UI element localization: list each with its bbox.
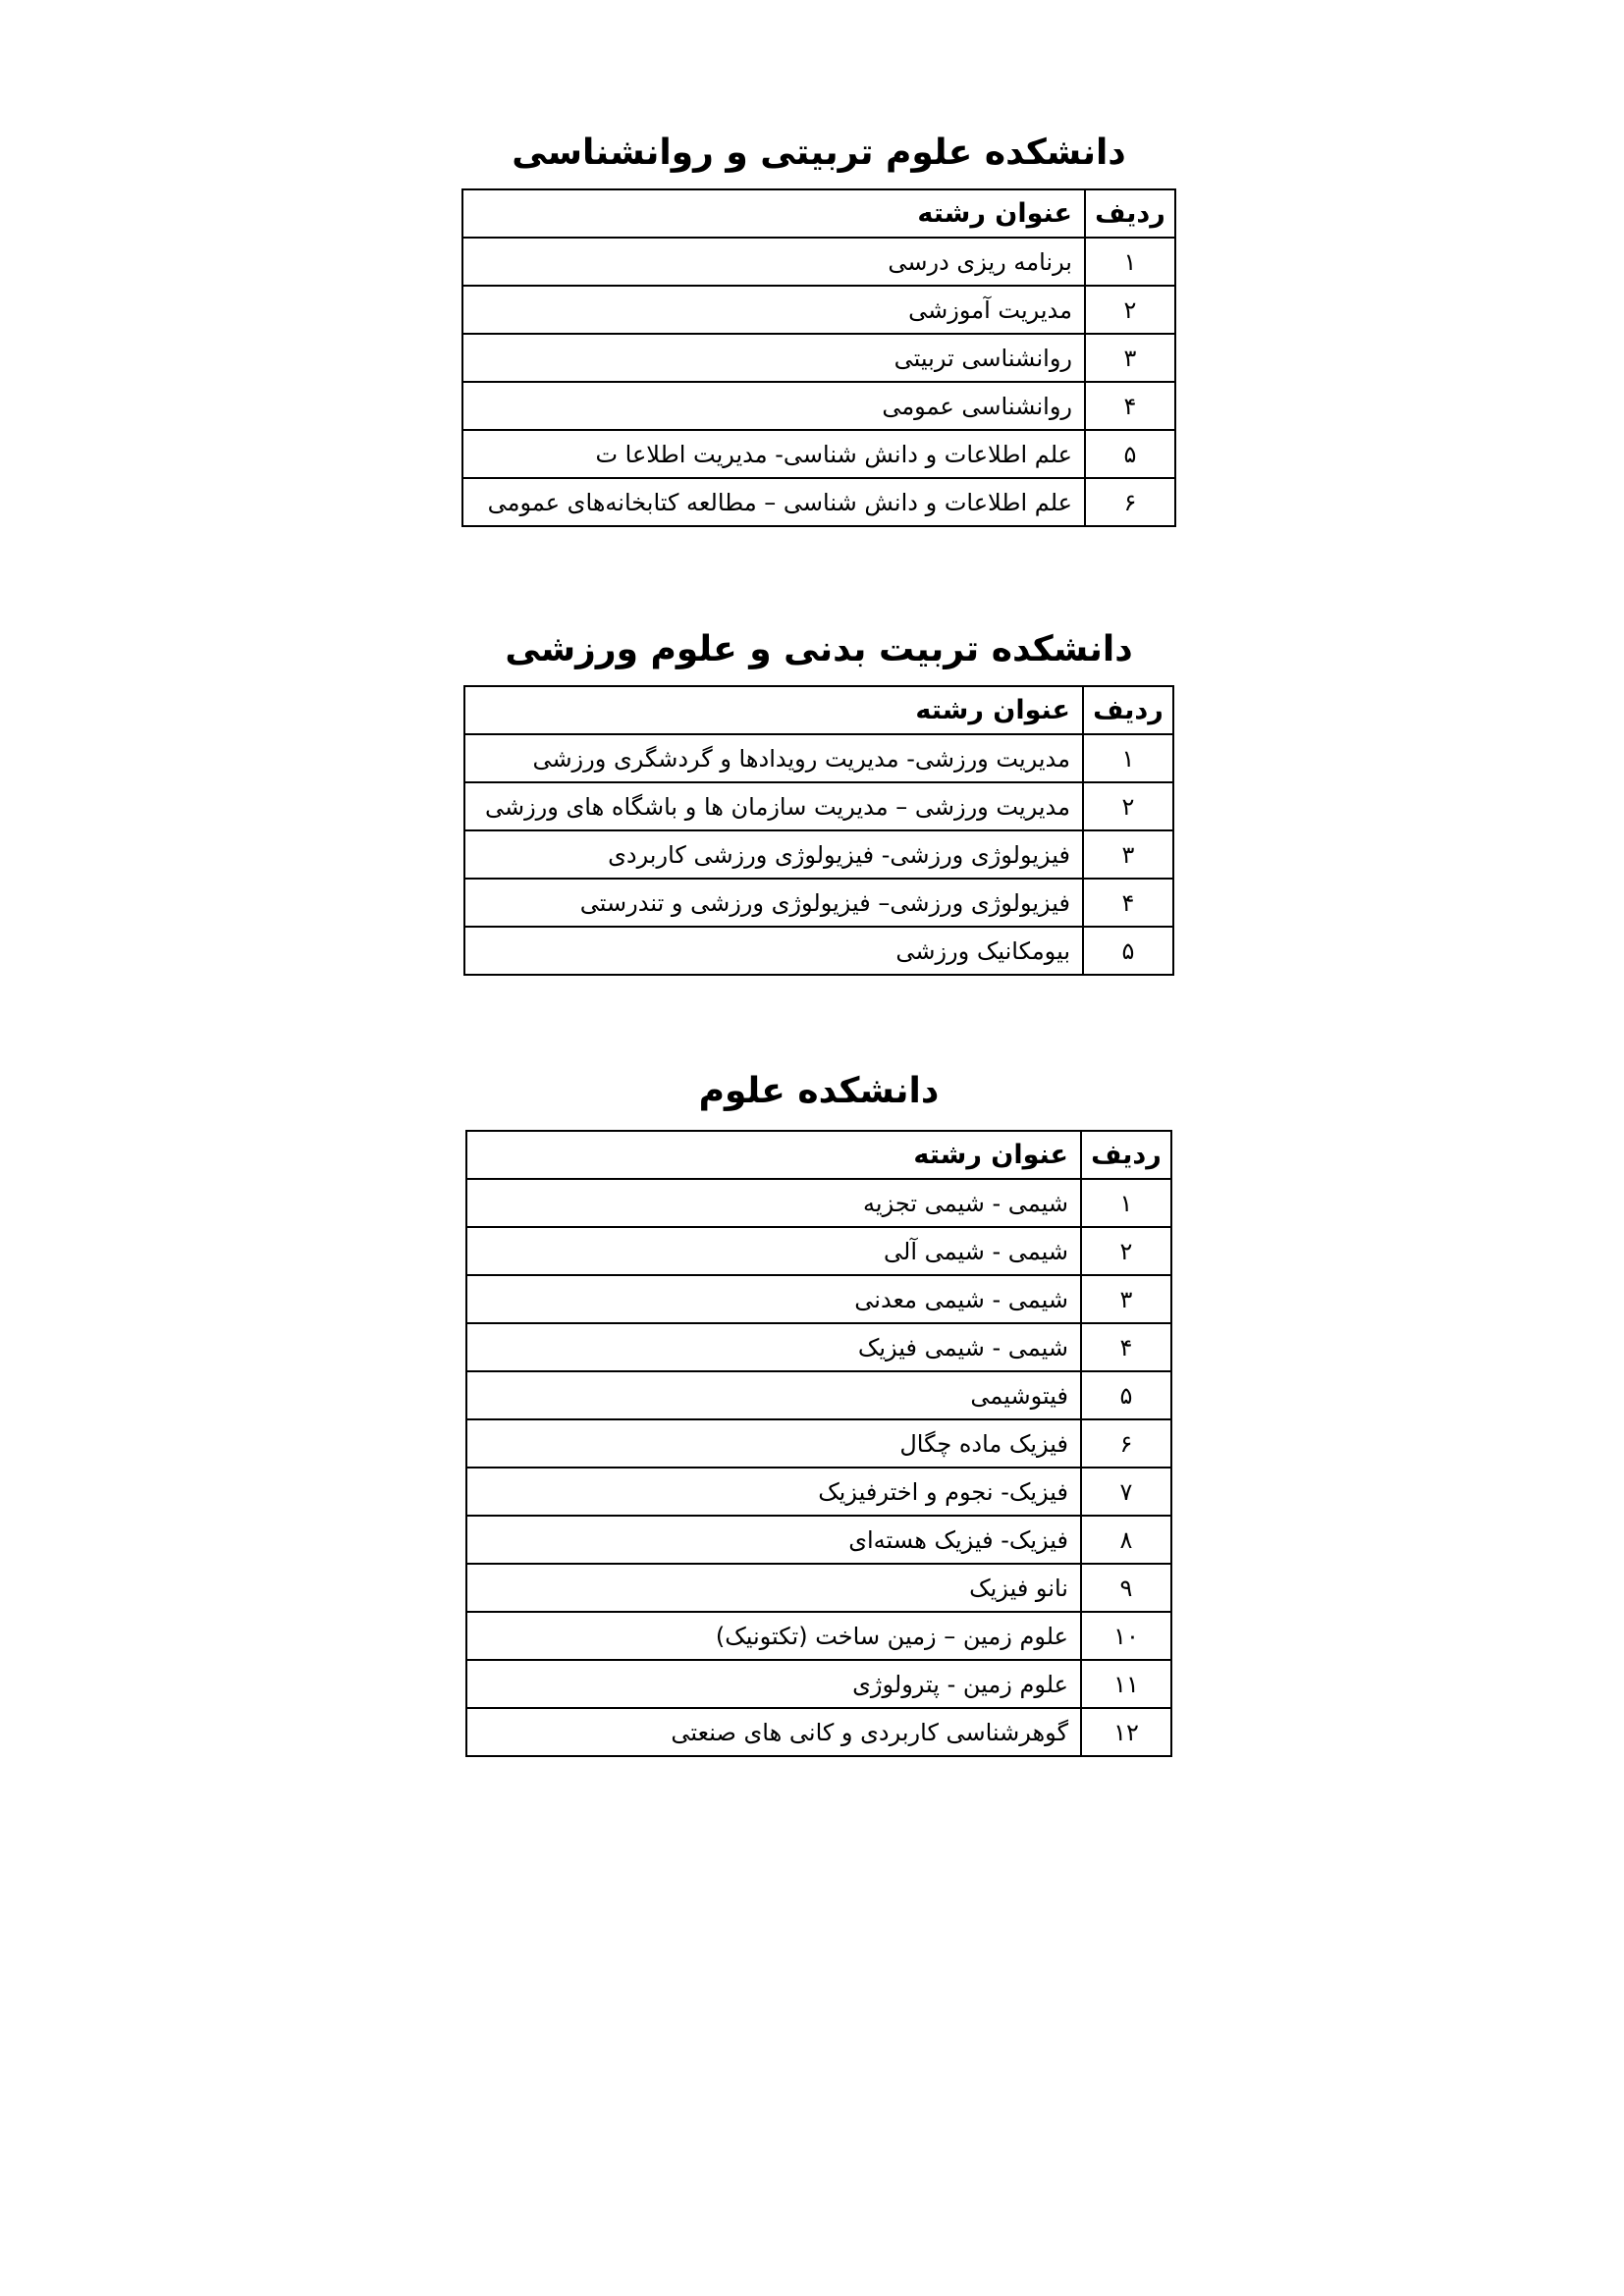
table-header-row bbox=[464, 686, 1173, 734]
table-row bbox=[466, 1179, 1171, 1227]
row-number: ۴ bbox=[1085, 382, 1175, 430]
table-row bbox=[462, 478, 1175, 526]
table-row bbox=[464, 879, 1173, 927]
table-row bbox=[466, 1371, 1171, 1419]
major-title: شیمی - شیمی تجزیه bbox=[466, 1179, 1081, 1227]
row-number: ۶ bbox=[1085, 478, 1175, 526]
row-number: ۲ bbox=[1083, 782, 1173, 830]
table-header-row bbox=[466, 1131, 1171, 1179]
majors-table-sciences bbox=[465, 1130, 1172, 1757]
row-number: ۲ bbox=[1081, 1227, 1171, 1275]
table-header-row bbox=[462, 189, 1175, 238]
major-title: علوم زمین – زمین ساخت (تکتونیک) bbox=[466, 1612, 1081, 1660]
row-number: ۱ bbox=[1083, 734, 1173, 782]
major-title: شیمی - شیمی معدنی bbox=[466, 1275, 1081, 1323]
table-row bbox=[466, 1516, 1171, 1564]
row-number: ۵ bbox=[1081, 1371, 1171, 1419]
row-number: ۱۲ bbox=[1081, 1708, 1171, 1756]
table-row bbox=[462, 430, 1175, 478]
major-title: فیزیک ماده چگال bbox=[466, 1419, 1081, 1468]
major-title: علوم زمین - پترولوژی bbox=[466, 1660, 1081, 1708]
major-title: مدیریت آموزشی bbox=[462, 286, 1085, 334]
table-row bbox=[466, 1708, 1171, 1756]
column-header-major-title: عنوان رشته bbox=[462, 189, 1085, 238]
table-row bbox=[466, 1660, 1171, 1708]
major-title: مدیریت ورزشی- مدیریت رویدادها و گردشگری ورزشی bbox=[464, 734, 1083, 782]
table-row bbox=[464, 830, 1173, 879]
majors-table-education-psychology bbox=[461, 188, 1176, 527]
row-number: ۶ bbox=[1081, 1419, 1171, 1468]
major-title: نانو فیزیک bbox=[466, 1564, 1081, 1612]
table-body bbox=[464, 686, 1173, 975]
row-number: ۴ bbox=[1083, 879, 1173, 927]
column-header-row-number: ردیف bbox=[1081, 1131, 1171, 1179]
table-row bbox=[466, 1564, 1171, 1612]
row-number: ۸ bbox=[1081, 1516, 1171, 1564]
row-number: ۵ bbox=[1083, 927, 1173, 975]
table-body bbox=[462, 189, 1175, 526]
table-row bbox=[464, 782, 1173, 830]
table-row bbox=[462, 382, 1175, 430]
row-number: ۴ bbox=[1081, 1323, 1171, 1371]
table-row bbox=[466, 1419, 1171, 1468]
table-body bbox=[466, 1131, 1171, 1756]
row-number: ۵ bbox=[1085, 430, 1175, 478]
row-number: ۱ bbox=[1085, 238, 1175, 286]
major-title: گوهرشناسی کاربردی و کانی های صنعتی bbox=[466, 1708, 1081, 1756]
major-title: فیزیک- نجوم و اخترفیزیک bbox=[466, 1468, 1081, 1516]
row-number: ۳ bbox=[1085, 334, 1175, 382]
table-row bbox=[462, 238, 1175, 286]
column-header-row-number: ردیف bbox=[1083, 686, 1173, 734]
table-row bbox=[466, 1227, 1171, 1275]
majors-table-physical-education bbox=[463, 685, 1174, 976]
column-header-row-number: ردیف bbox=[1085, 189, 1175, 238]
major-title: روانشناسی عمومی bbox=[462, 382, 1085, 430]
major-title: شیمی - شیمی آلی bbox=[466, 1227, 1081, 1275]
section-title-physical-education: دانشکده تربیت بدنی و علوم ورزشی bbox=[505, 629, 1133, 669]
major-title: علم اطلاعات و دانش شناسی- مدیریت اطلاعا ت bbox=[462, 430, 1085, 478]
row-number: ۷ bbox=[1081, 1468, 1171, 1516]
major-title: علم اطلاعات و دانش شناسی – مطالعه کتابخانه‌های عمومی bbox=[462, 478, 1085, 526]
major-title: برنامه ریزی درسی bbox=[462, 238, 1085, 286]
row-number: ۳ bbox=[1081, 1275, 1171, 1323]
major-title: فیزیولوژی ورزشی– فیزیولوژی ورزشی و تندرستی bbox=[464, 879, 1083, 927]
major-title: روانشناسی تربیتی bbox=[462, 334, 1085, 382]
table-row bbox=[462, 286, 1175, 334]
table-row bbox=[464, 734, 1173, 782]
column-header-major-title: عنوان رشته bbox=[464, 686, 1083, 734]
row-number: ۹ bbox=[1081, 1564, 1171, 1612]
major-title: فیزیک- فیزیک هسته‌ای bbox=[466, 1516, 1081, 1564]
table-row bbox=[462, 334, 1175, 382]
row-number: ۲ bbox=[1085, 286, 1175, 334]
row-number: ۱ bbox=[1081, 1179, 1171, 1227]
section-title-sciences: دانشکده علوم bbox=[698, 1071, 940, 1111]
row-number: ۱۰ bbox=[1081, 1612, 1171, 1660]
major-title: شیمی - شیمی فیزیک bbox=[466, 1323, 1081, 1371]
table-row bbox=[466, 1275, 1171, 1323]
table-row bbox=[464, 927, 1173, 975]
column-header-major-title: عنوان رشته bbox=[466, 1131, 1081, 1179]
table-row bbox=[466, 1323, 1171, 1371]
major-title: مدیریت ورزشی – مدیریت سازمان ها و باشگاه های ورزشی bbox=[464, 782, 1083, 830]
major-title: فیتوشیمی bbox=[466, 1371, 1081, 1419]
major-title: بیومکانیک ورزشی bbox=[464, 927, 1083, 975]
table-row bbox=[466, 1612, 1171, 1660]
table-row bbox=[466, 1468, 1171, 1516]
section-title-education-psychology: دانشکده علوم تربیتی و روانشناسی bbox=[512, 133, 1126, 173]
major-title: فیزیولوژی ورزشی- فیزیولوژی ورزشی کاربردی bbox=[464, 830, 1083, 879]
row-number: ۱۱ bbox=[1081, 1660, 1171, 1708]
row-number: ۳ bbox=[1083, 830, 1173, 879]
